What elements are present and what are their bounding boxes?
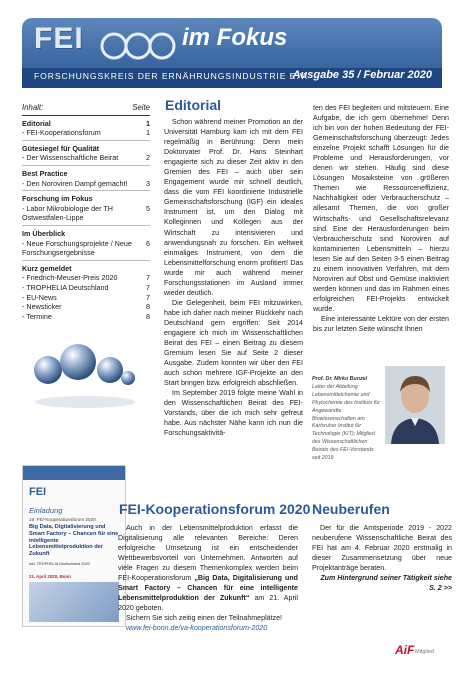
issue-label: Ausgabe 35 / Februar 2020 xyxy=(292,69,432,81)
editorial-column-1 xyxy=(164,117,303,439)
toc-head-right: Seite xyxy=(132,103,150,112)
toc-divider xyxy=(22,225,150,226)
toc-item[interactable]: - Labor Mikrobiologie der TH Ostwestfalen-Lippe 5 xyxy=(22,203,150,223)
paragraph: Schon während meiner Promotion an der Universität Hamburg kam ich mit dem FEI regelmäßig in Berührung: Denn mein Doktorvater Prof. Dr. Hans Steinhart engagierte sich zu dieser Zeit aktiv in den Gremien des FEI – auch über sein Engagement wurde mir schnell deutlich, dass die vom FEI koordinierte Industrielle Gemeinschaftsforschung (IGF) ein ideales Instrument ist, um den Dialog mit Kolleginnen und Kollegen aus der Wirtschaft zu intensivieren und anwendungsnah zu forschen. Ein weltweit einmaliges Instrument, von dem die Lebensmittelforschung enorm profitiert! Das wurde mir auch während meiner Forschungsstationen im Ausland immer wieder deutlich. xyxy=(164,118,303,297)
aif-member-label: Mitglied xyxy=(415,649,434,655)
editorial-heading: Editorial xyxy=(165,97,222,113)
paragraph: Eine interessante Lektüre von der ersten bis zur letzten Seite wünscht Ihnen xyxy=(313,314,449,334)
toc-item[interactable]: - Termine 8 xyxy=(22,311,150,321)
forum-body xyxy=(118,523,298,634)
flyer-heading: Einladung xyxy=(29,506,63,515)
paragraph: Die Gelegenheit, beim FEI mitzuwirken, habe ich daher nach meiner Rückkehr nach Deutschland gern ergriffen: Seit 2014 engagiere ich mich im Wissenschaftlichen Beirat des FEI – einen Beitrag zu diesem Gremium lesen Sie auf Seite 2 dieser Ausgabe. Zudem konnten wir über den FEI auch schon mehrere IGF-Projekte an den Start bringen bzw. erfolgreich abschließen. xyxy=(164,298,303,388)
fei-logo-text: FEI xyxy=(34,22,84,55)
paragraph: Im September 2019 folgte meine Wahl in den Wissenschaftlichen Beirat des FEI-Vorstands, über die ich mich sehr gefreut habe. Aus nächster Nähe kann ich nun die Forschungsaktivitä- xyxy=(164,389,303,438)
toc-item[interactable]: - Newsticker 8 xyxy=(22,302,150,312)
header-banner xyxy=(22,18,442,88)
toc-section[interactable]: Gütesiegel für Qualität xyxy=(22,143,100,153)
flyer-top-bar xyxy=(23,466,125,480)
flyer-title: Big Data, Digitalisierung und Smart Factory – Chancen für eine intelligente Lebensmittelproduktion der Zukunft xyxy=(29,524,119,558)
flyer-subtitle: 19. FEI-Kooperationsforum 2020 xyxy=(29,517,96,522)
neuberufen-heading: Neuberufen xyxy=(312,501,390,517)
flyer-note: inkl. TROPHELIA Deutschland 2020 xyxy=(29,562,90,566)
flyer-date: 21. April 2020, Bonn xyxy=(29,574,71,579)
toc-item[interactable]: - Der Wissenschaftliche Beirat 2 xyxy=(22,153,150,163)
toc-section[interactable]: Im Überblick xyxy=(22,228,66,238)
toc-divider xyxy=(22,190,150,191)
toc-item[interactable]: - FEI-Kooperationsforum 1 xyxy=(22,128,150,138)
toc-head-left: Inhalt: xyxy=(22,103,44,112)
toc-section[interactable]: Best Practice xyxy=(22,168,68,178)
masthead-title: im Fokus xyxy=(182,24,288,51)
toc-item[interactable]: - TROPHELIA Deutschland 7 xyxy=(22,282,150,292)
toc-item[interactable]: - EU-News 7 xyxy=(22,292,150,302)
toc-section[interactable]: Kurz gemeldet xyxy=(22,263,72,273)
author-portrait-image xyxy=(385,366,445,444)
editorial-column-2 xyxy=(313,103,449,334)
flyer-image xyxy=(29,582,119,622)
fei-rings-icon xyxy=(100,26,180,66)
toc-item[interactable]: - Friedrich-Meuser-Preis 2020 7 xyxy=(22,273,150,283)
forum-title-bold: „Big Data, Digitalisierung und Smart Factory – Chancen für eine intelligente Lebensmittelproduktion der Zukunft“ xyxy=(118,574,298,603)
table-of-contents xyxy=(22,103,150,321)
decorative-spheres-image xyxy=(30,340,140,410)
toc-item[interactable]: - Den Noroviren Dampf gemacht! 3 xyxy=(22,178,150,188)
flyer-logo: FEI xyxy=(29,486,47,498)
author-description: Leiter der Abteilung Lebensmittelchemie und Phytochemie des Instituts für Angewandte Biowissenschaften am Karlsruher Institut für Technologie (KIT); Mitglied des Wissenschaftlichen Beirats des FEI-Vorstands seit 2019 xyxy=(312,383,381,462)
author-caption xyxy=(312,376,382,463)
author-name: Prof. Dr. Mirko Bunzel xyxy=(312,376,368,382)
toc-item[interactable]: - Neue Forschungsprojekte / Neue Forschungsergebnisse 6 xyxy=(22,238,150,258)
paragraph: Sichern Sie sich zeitig einen der Teilnahmeplätze! xyxy=(126,614,283,623)
forum-heading: FEI-Kooperationsforum 2020 xyxy=(119,501,311,517)
org-name: FORSCHUNGSKREIS DER ERNÄHRUNGSINDUSTRIE E.V. xyxy=(34,71,309,81)
toc-divider xyxy=(22,140,150,141)
toc-divider xyxy=(22,165,150,166)
forum-link[interactable]: www.fei-bonn.de/va-kooperationsforum-2020 xyxy=(126,624,268,633)
paragraph: Auch in der Lebensmittelproduktion erfasst die Digitalisierung alle relevanten Bereiche: Deren erfolgreiche Umsetzung ist ein entscheidender Wettbewerbsvorteil von Unternehmen. Antworten auf viele Fragen zu diesem Themenkomplex werden beim FEI-Kooperationsforum „Big Data, Digitalisierung und Smart Factory – Chancen für eine intelligente Lebensmittelproduktion der Zukunft“ am 21. April 2020 geboten. xyxy=(118,524,298,613)
toc-header xyxy=(22,103,150,116)
toc-section[interactable]: Editorial 1 xyxy=(22,118,150,128)
read-more-link[interactable]: Zum Hintergrund seiner Tätigkeit siehe S. 2 >> xyxy=(320,574,452,593)
toc-section[interactable]: Forschung im Fokus xyxy=(22,194,93,204)
toc-divider xyxy=(22,260,150,261)
invitation-flyer[interactable] xyxy=(22,465,126,627)
paragraph: Der für die Amtsperiode 2019 - 2022 neuberufene Wissenschaftliche Beirat des FEI hat am 4. Februar 2020 erstmalig in dieser Zusammensetzung über neue Projektanträge beraten. xyxy=(312,524,452,573)
paragraph: ten des FEI begleiten und mitsteuern. Eine Aufgabe, die ich gern übernehme! Denn ich bin von der hohen Bedeutung der FEI-Gemeinschaftsforschung überzeugt: Jedes einzelne Projekt schafft Lösungen für die Probleme und Herausforderungen, vor denen wir stehen. Häufig sind diese Lösungen Mosaiksteine von größeren Themen wie Ressourceneffizienz, Nachhaltigkeit oder Verbraucherschutz – allesamt Themen, die von großer Wirtschafts- und Gesellschaftsrelevanz sind. Eine der Herausforderungen beim Verbraucherschutz sind Noroviren auf kontaminierten Lebensmitteln – hierzu lesen Sie auf den Seiten 3-5 einen Beitrag zu einem innovativen Verfahren, mit dem Noroviren auf Obst und Gemüse inaktiviert werden können und das im Rahmen eines erfolgreichen FEI-Projekts entwickelt wurde. xyxy=(313,104,449,313)
aif-logo: AiF xyxy=(395,643,415,657)
neuberufen-body xyxy=(312,523,452,593)
